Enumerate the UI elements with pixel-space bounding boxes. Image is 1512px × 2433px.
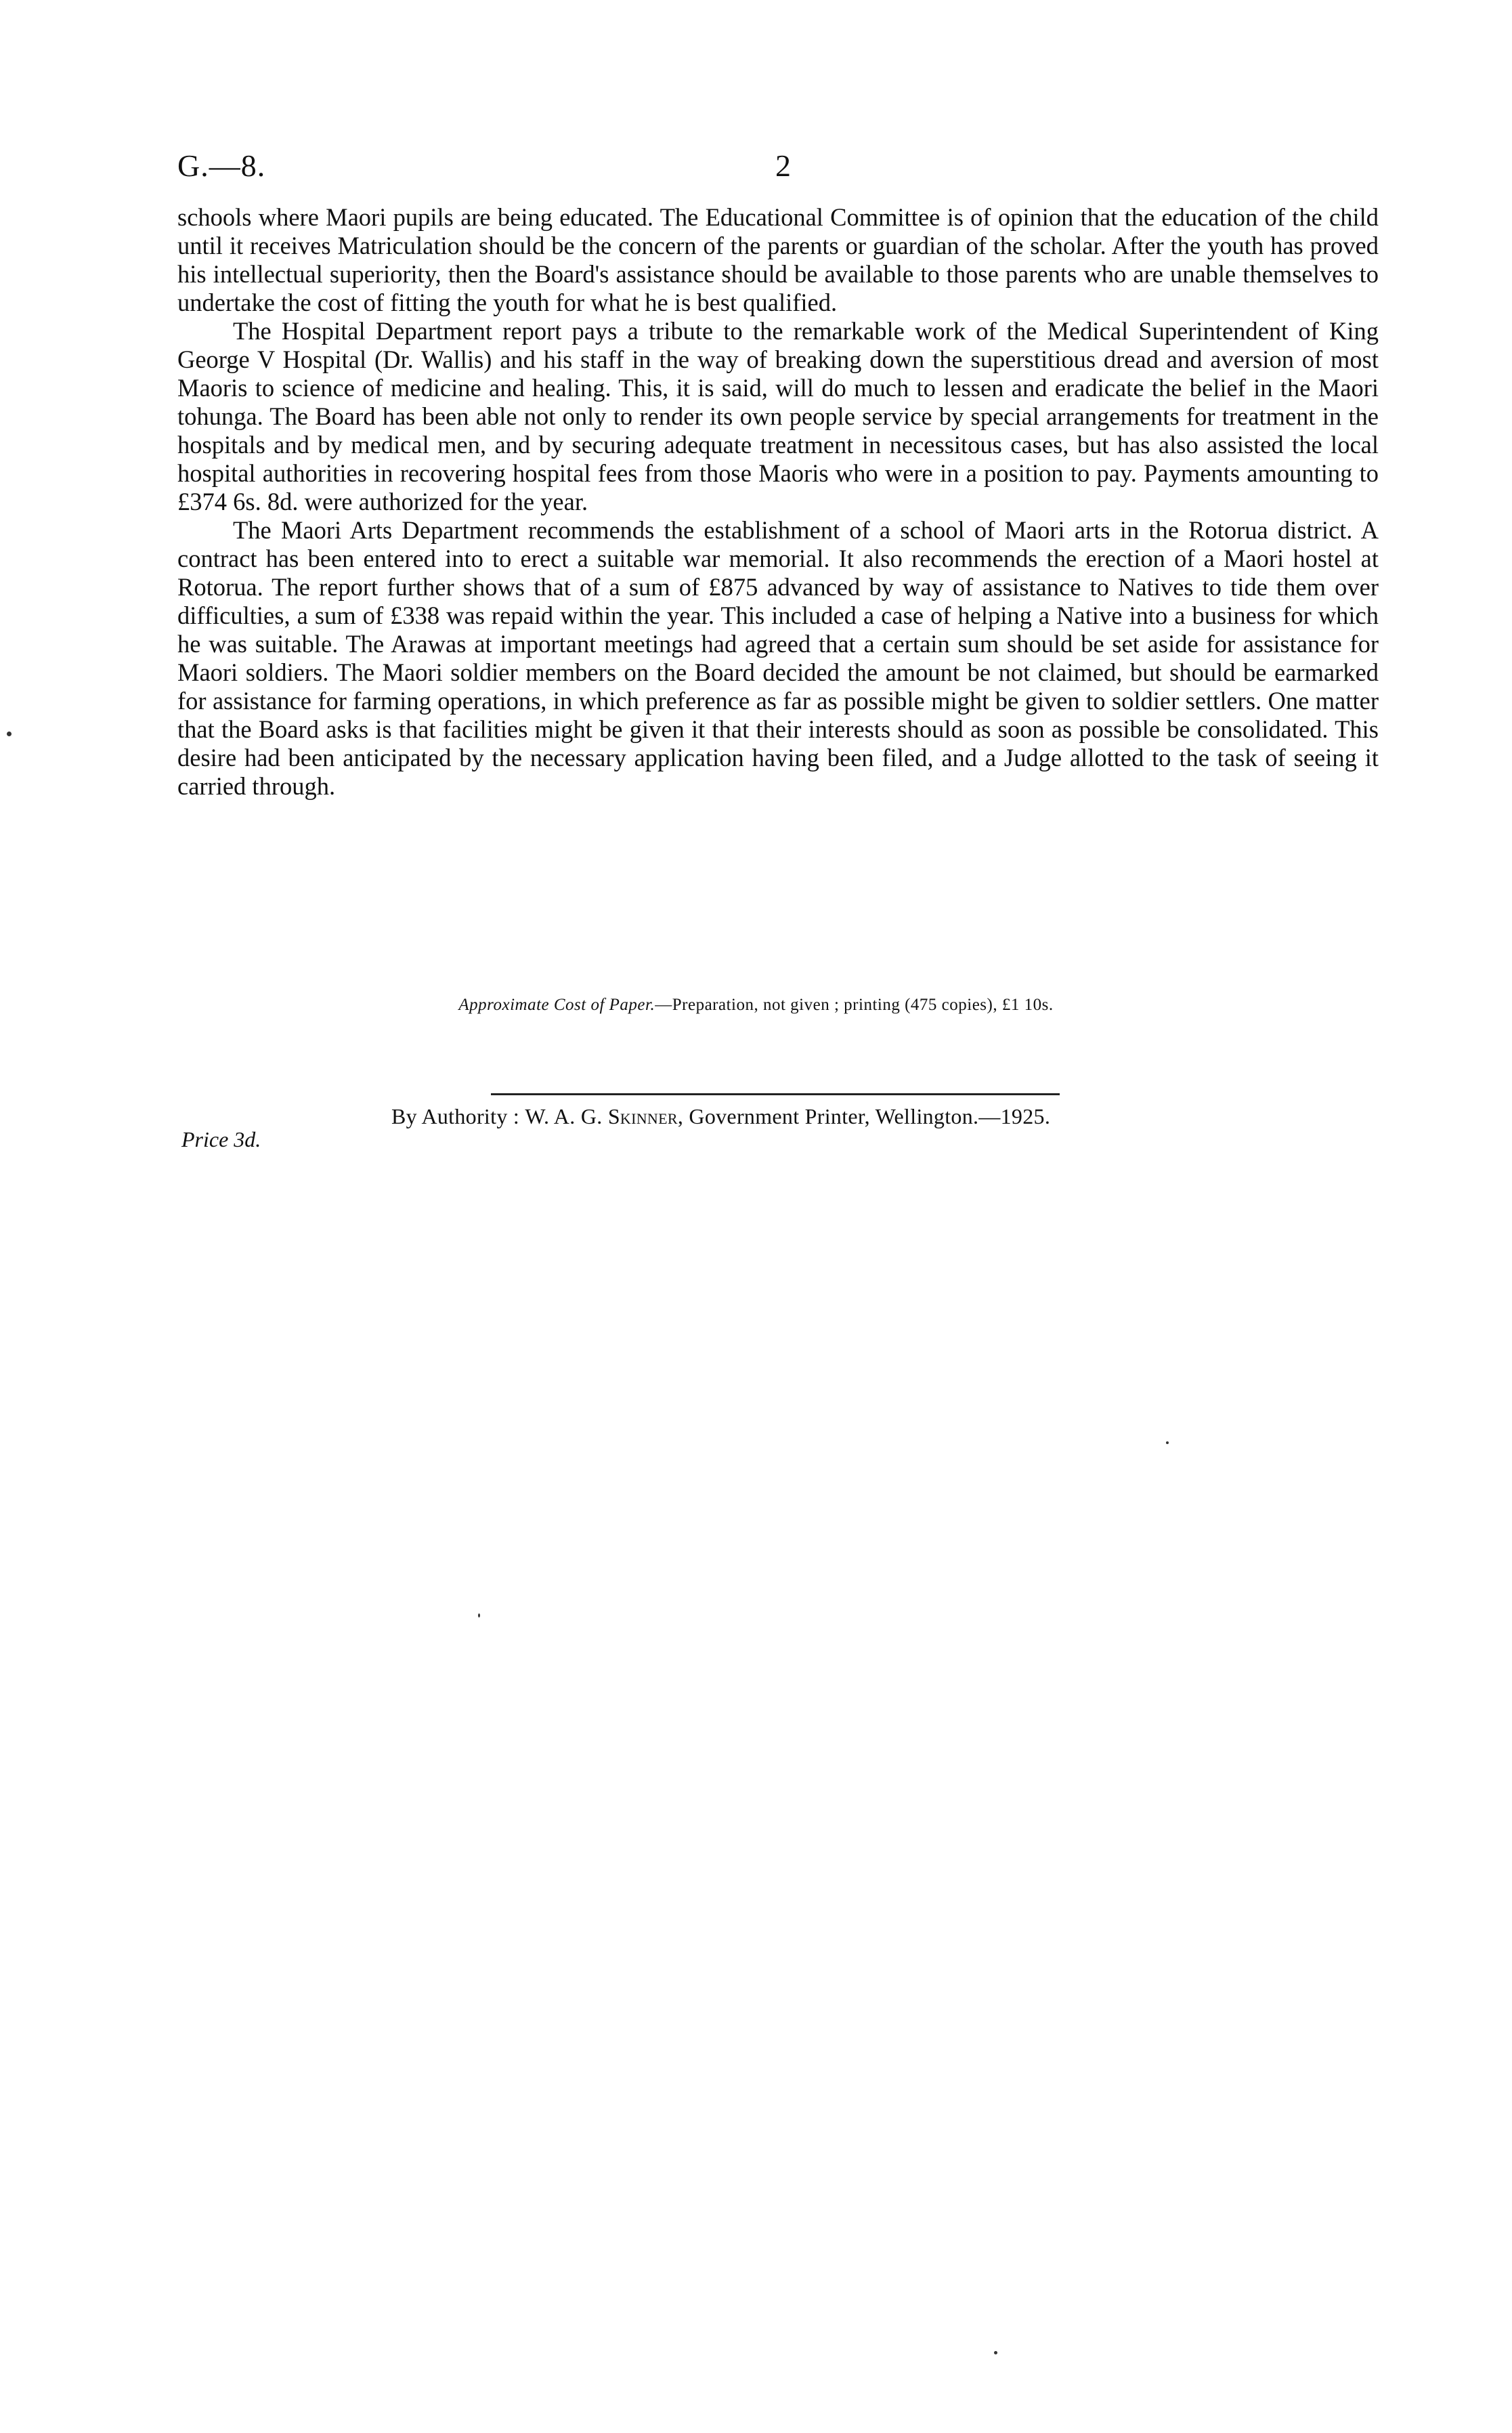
- scan-speck: [1166, 1441, 1169, 1444]
- scan-speck: [7, 732, 12, 736]
- page-number: 2: [775, 148, 791, 183]
- body-text: [177, 203, 1379, 801]
- document-reference: G.—8.: [177, 148, 266, 183]
- printer-imprint: [391, 1104, 1150, 1129]
- price-label: Price 3d.: [181, 1127, 261, 1151]
- cost-of-paper-note: [0, 996, 1512, 1015]
- imprint-suffix: , Government Printer, Wellington.—1925.: [677, 1104, 1051, 1128]
- paragraph-education: schools where Maori pupils are being educated. The Educational Committee is of opinion that the education of the child until it receives Matriculation should be the concern of the parents or guardian of the scholar. After the youth has proved his intellectual superiority, then the Board's assistance should be available to those parents who are unable themselves to undertake the cost of fitting the youth for what he is best qualified.: [177, 203, 1379, 316]
- paragraph-hospital: The Hospital Department report pays a tribute to the remarkable work of the Medical Superintendent of King George V Hospital (Dr. Wallis) and his staff in the way of breaking down the superstitious dread and aversion of most Maoris to science of medicine and healing. This, it is said, will do much to lessen and eradicate the belief in the Maori tohunga. The Board has been able not only to render its own people service by special arrangements for treatment in the hospitals and by medical men, and by securing adequate treatment in necessitous cases, but has also assisted the local hospital authorities in recovering hospital fees from those Maoris who were in a position to pay. Payments amounting to £374 6s. 8d. were authorized for the year.: [177, 317, 1379, 515]
- printer-name: W. A. G. Skinner: [525, 1104, 678, 1128]
- horizontal-rule: [491, 1093, 1060, 1095]
- scan-speck: [994, 2351, 997, 2354]
- scan-speck: [478, 1613, 480, 1617]
- cost-note-label: Approximate Cost of Paper.: [458, 996, 655, 1014]
- cost-note-text: —Preparation, not given ; printing (475 copies), £1 10s.: [655, 996, 1054, 1014]
- imprint-prefix: By Authority :: [391, 1104, 525, 1128]
- paragraph-maori-arts: The Maori Arts Department recommends the establishment of a school of Maori arts in the Rotorua district. A contract has been entered into to erect a suitable war memorial. It also recommends the erection of a Maori hostel at Rotorua. The report further shows that of a sum of £875 advanced by way of assistance to Natives to tide them over difficulties, a sum of £338 was repaid within the year. This included a case of helping a Native into a business for which he was suitable. The Arawas at important meetings had agreed that a certain sum should be set aside for assistance for Maori soldiers. The Maori soldier members on the Board decided the amount be not claimed, but should be earmarked for assistance for farming operations, in which preference as far as possible might be given to soldier settlers. One matter that the Board asks is that facilities might be given it that their interests should as soon as possible be consolidated. This desire had been anticipated by the necessary application having been filed, and a Judge allotted to the task of seeing it carried through.: [177, 516, 1379, 800]
